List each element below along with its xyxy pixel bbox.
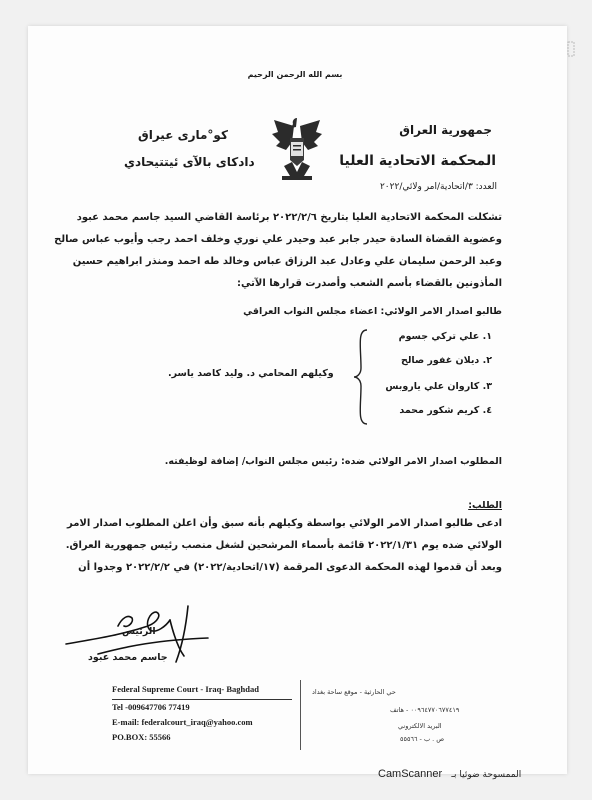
footer-vertical-divider [300, 680, 301, 750]
applicant-2: ٢. ديلان غفور صالح [400, 355, 492, 366]
case-number: العدد: ٣/اتحادية/امر ولائي/٢٠٢٢ [379, 182, 497, 192]
applicant-3: ٣. كاروان علي ياروبس [385, 381, 492, 392]
basmala: بسم الله الرحمن الرحيم [247, 70, 343, 79]
signature-title: الرئيس [122, 626, 156, 637]
applicants-heading: طالبو اصدار الامر الولائي: اعضاء مجلس النواب العراقي [243, 306, 502, 317]
request-heading: الطلب: [468, 500, 502, 511]
intro-line-1: تشكلت المحكمة الاتحادية العليا بتاريخ ٢٠٢٢/٢/٦ برئاسة القاضي السيد جاسم محمد عبود [76, 212, 502, 223]
footer-phone-ar: ٠٠٩٦٤٧٧٠٦٧٧٤١٩ - هاتف [390, 706, 460, 714]
camscanner-brand: CamScanner [378, 768, 443, 780]
footer-address-ar: حي الحارثية - موقع ساحة بغداد [312, 688, 396, 696]
kurdish-republic-title: كو°مارى عيراق [138, 128, 228, 142]
signature-name: جاسم محمد عبود [88, 652, 168, 663]
footer-tel: Tel -009647706 77419 [112, 702, 190, 712]
request-line-3: وبعد أن قدموا لهذه المحكمة الدعوى المرقمة (١٧/اتحادية/٢٠٢٢) في ٢٠٢٢/٢/٢ وجدوا أن [78, 562, 502, 573]
applicant-4: ٤. كريم شكور محمد [399, 405, 492, 416]
intro-line-3: وعبد الرحمن سليمان علي وعادل عبد الرزاق عباس وخالد طه احمد ومنذر ابراهيم حسين [72, 256, 502, 267]
camscanner-prefix: الممسوحة ضوئيا بـ [451, 770, 522, 780]
camscanner-watermark [378, 768, 521, 780]
iraq-eagle-emblem-icon [270, 112, 324, 184]
respondent-line: المطلوب اصدار الامر الولائي ضده: رئيس مجلس النواب/ إضافة لوظيفته. [164, 456, 502, 467]
footer-court-name: Federal Supreme Court - Iraq- Baghdad [112, 684, 259, 694]
footer-pobox-ar: ص . ب - ٥٥٥٦٦ [400, 735, 445, 743]
agent-name: وكيلهم المحامي د. وليد كاصد ياسر. [168, 368, 334, 379]
request-line-1: ادعى طالبو اصدار الامر الولائي بواسطة وكيلهم بأنه سبق وأن اعلن المطلوب اصدار الامر [66, 518, 502, 529]
kurdish-court-title: دادكاى بالآى ئيتتيحادي [124, 155, 255, 169]
page-corner-mark [566, 40, 576, 58]
request-line-2: الولائي ضده يوم ٢٠٢٢/١/٣١ قائمة بأسماء المرشحين لشغل منصب رئيس جمهورية العراق. [65, 540, 502, 551]
intro-line-4: المأذونين بالقضاء بأسم الشعب وأصدرت قرارها الآتي: [237, 278, 502, 289]
footer-email: E-mail: federalcourt_iraq@yahoo.com [112, 717, 253, 727]
applicants-brace [353, 328, 369, 426]
court-title: المحكمة الاتحادية العليا [339, 153, 496, 169]
footer-pobox: PO.BOX: 55566 [112, 732, 171, 742]
republic-title: جمهورية العراق [399, 123, 492, 137]
footer-divider [112, 699, 292, 700]
intro-line-2: وعضوية القضاة السادة حيدر جابر عبد وحيدر علي نوري وخلف احمد رجب وأيوب عباس صالح [54, 234, 502, 245]
applicant-1: ١. علي تركي جسوم [398, 331, 492, 342]
footer-email-label-ar: البريد الالكتروني [398, 722, 442, 730]
